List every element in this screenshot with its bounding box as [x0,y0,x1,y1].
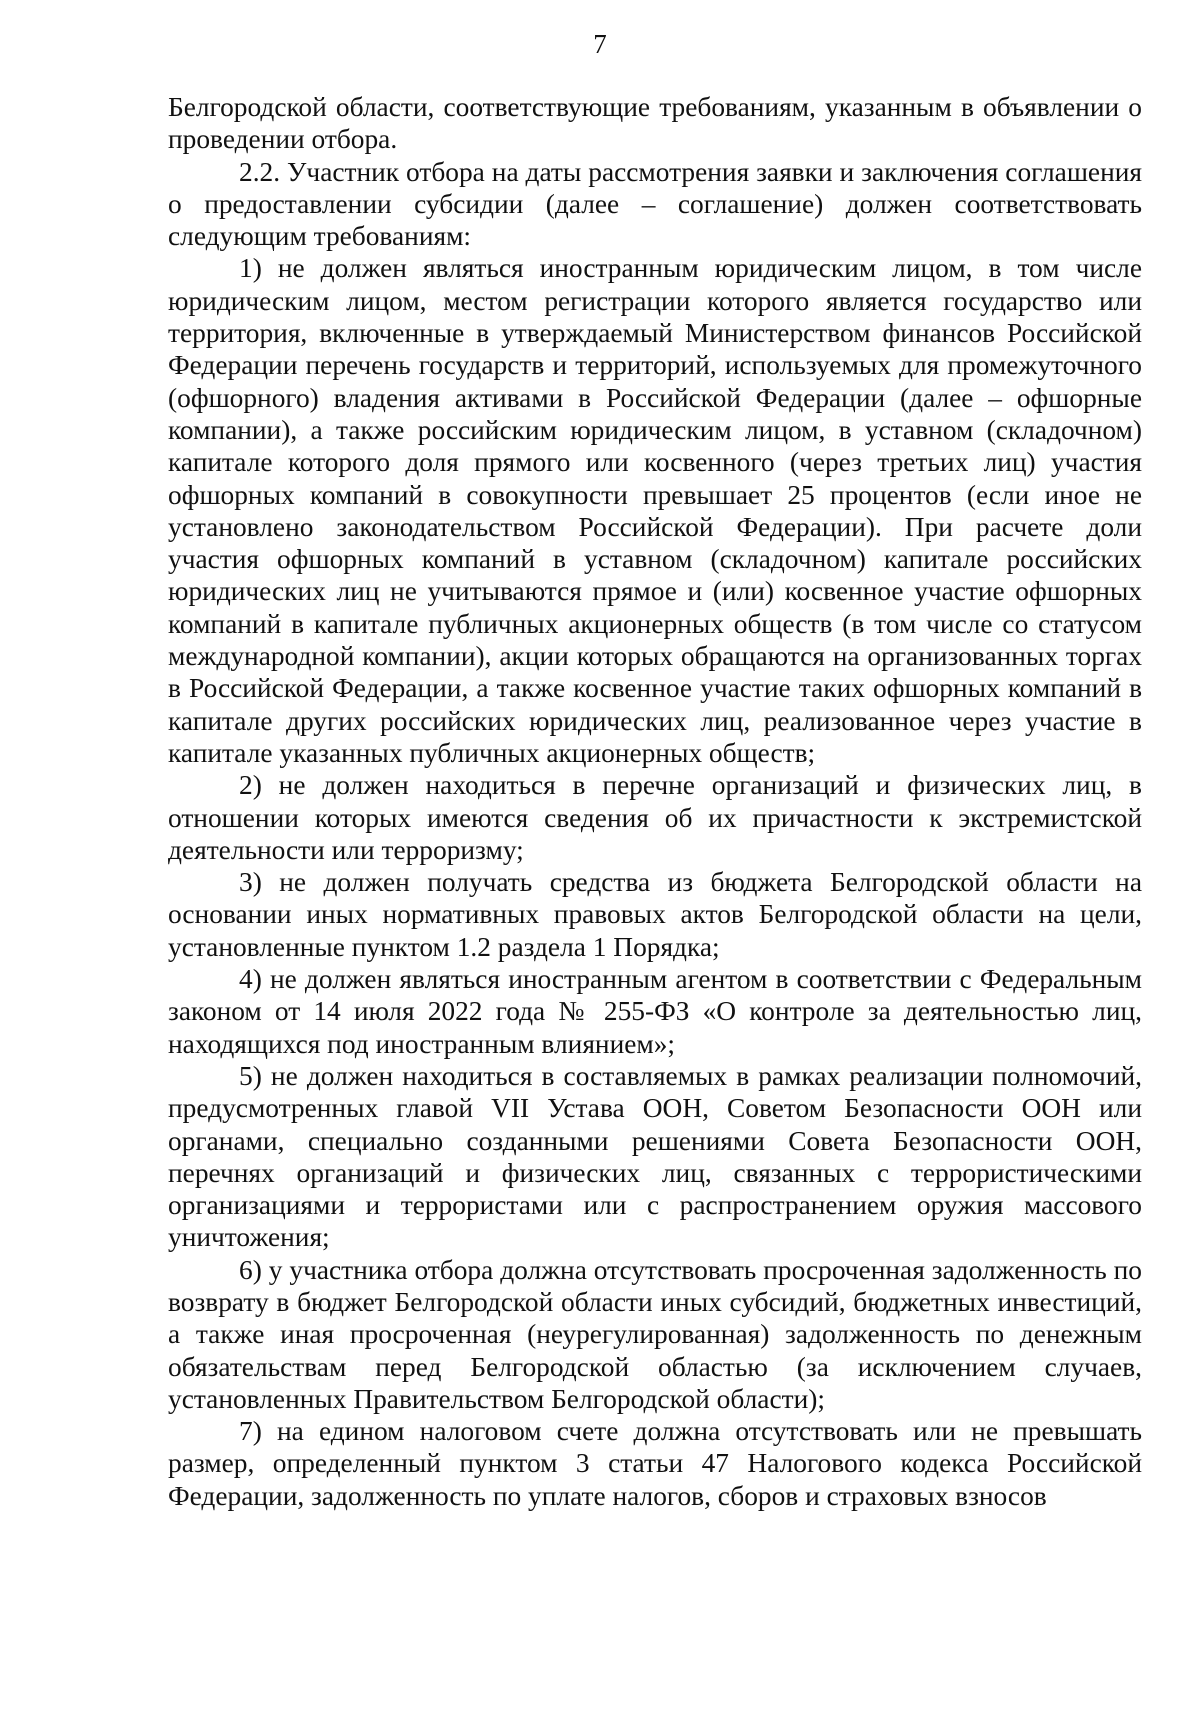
page-number: 7 [593,29,607,59]
list-item-5: 5) не должен находиться в составляемых в рамках реализации полномочий, предусмотренных главой VII Устава ООН, Советом Безопасности ООН или органами, специально созданными решениями Совета Безопасности ООН, перечнях организаций и физических лиц, связанных с террористическими организациями и террористами или с распространением оружия массового уничтожения; [168,1060,1142,1253]
list-item-1: 1) не должен являться иностранным юридическим лицом, в том числе юридическим лицом, местом регистрации которого является государство или территория, включенные в утверждаемый Министерством финансов Российской Федерации перечень государств и территорий, используемых для промежуточного (офшорного) владения активами в Российской Федерации (далее – офшорные компании), а также российским юридическим лицом, в уставном (складочном) капитале которого доля прямого или косвенного (через третьих лиц) участия офшорных компаний в совокупности превышает 25 процентов (если иное не установлено законодательством Российской Федерации). При расчете доли участия офшорных компаний в уставном (складочном) капитале российских юридических лиц не учитываются прямое и (или) косвенное участие офшорных компаний в капитале публичных акционерных обществ (в том числе со статусом международной компании), акции которых обращаются на организованных торгах в Российской Федерации, а также косвенное участие таких офшорных компаний в капитале других российских юридических лиц, реализованное через участие в капитале указанных публичных акционерных обществ; [168,253,1142,768]
list-item-7: 7) на едином налоговом счете должна отсутствовать или не превышать размер, определенный пунктом 3 статьи 47 Налогового кодекса Российской Федерации, задолженность по уплате налогов, сборов и страховых взносов [168,1416,1142,1511]
list-item-4: 4) не должен являться иностранным агентом в соответствии с Федеральным законом от 14 июля 2022 года № 255-ФЗ «О контроле за деятельностью лиц, находящихся под иностранным влиянием»; [168,964,1142,1059]
list-item-3: 3) не должен получать средства из бюджета Белгородской области на основании иных нормативных правовых актов Белгородской области на цели, установленные пунктом 1.2 раздела 1 Порядка; [168,867,1142,962]
paragraph-continuation: Белгородской области, соответствующие требованиям, указанным в объявлении о проведении отбора. [168,92,1142,155]
list-item-2: 2) не должен находиться в перечне организаций и физических лиц, в отношении которых имеются сведения об их причастности к экстремистской деятельности или терроризму; [168,770,1142,865]
list-item-6: 6) у участника отбора должна отсутствовать просроченная задолженность по возврату в бюджет Белгородской области иных субсидий, бюджетных инвестиций, а также иная просроченная (неурегулированная) задолженность по денежным обязательствам перед Белгородской областью (за исключением случаев, установленных Правительством Белгородской области); [168,1254,1142,1414]
document-body [168,91,1142,1512]
paragraph-2-2: 2.2. Участник отбора на даты рассмотрения заявки и заключения соглашения о предоставлении субсидии (далее – соглашение) должен соответствовать следующим требованиям: [168,156,1142,252]
